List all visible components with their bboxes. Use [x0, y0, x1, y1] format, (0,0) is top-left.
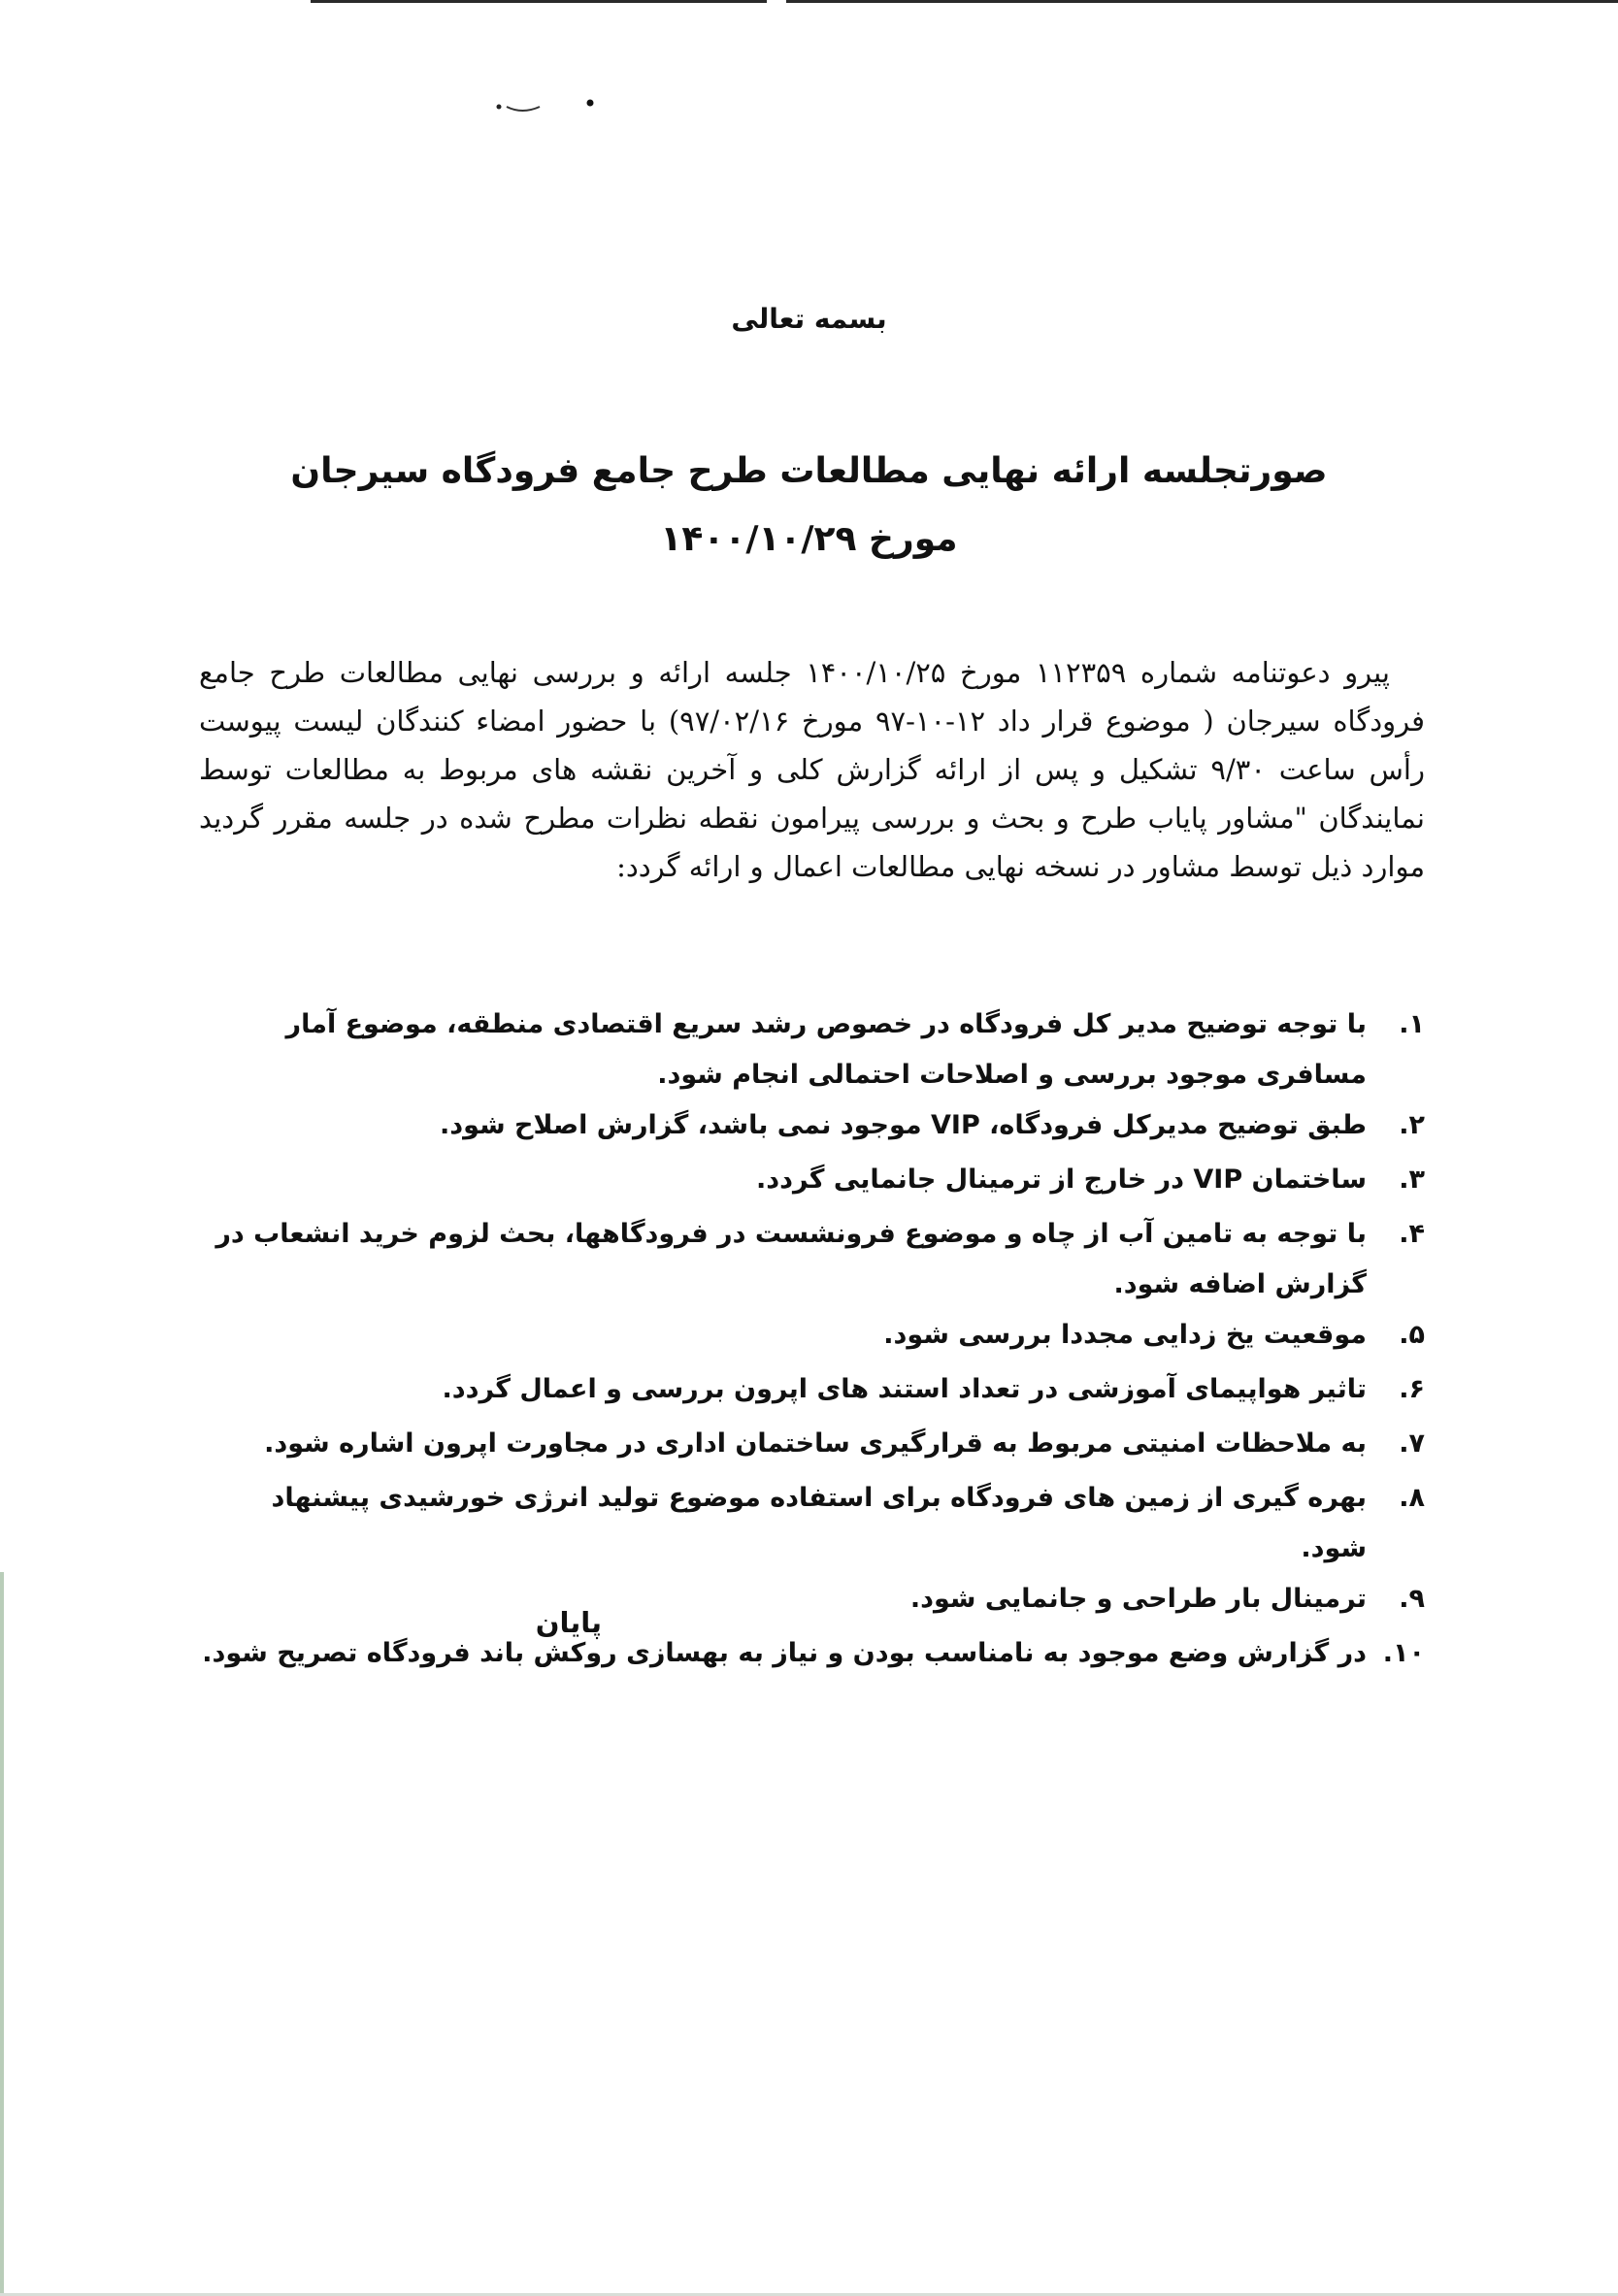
list-item-number: ۱۰.	[1382, 1638, 1425, 1668]
list-item-text: ساختمان VIP در خارج از ترمینال جانمایی گردد.	[756, 1164, 1367, 1195]
list-item-text: در گزارش وضع موجود به نامناسب بودن و نیاز به بهسازی روکش باند فرودگاه تصریح شود.	[202, 1638, 1367, 1668]
list-item	[199, 1000, 1425, 1100]
list-item-text: به ملاحظات امنیتی مربوط به قرارگیری ساختمان اداری در مجاورت اپرون اشاره شود.	[264, 1428, 1367, 1459]
list-item	[199, 1419, 1425, 1473]
list-item-text: موقعیت یخ زدایی مجددا بررسی شود.	[883, 1320, 1367, 1350]
scan-edge-line	[311, 0, 767, 3]
list-item-number: ۶.	[1399, 1374, 1425, 1404]
end-marker: پایان	[535, 1606, 602, 1639]
list-item	[199, 1209, 1425, 1310]
list-item-text: ترمینال بار طراحی و جانمایی شود.	[909, 1584, 1367, 1614]
list-item-text: بهره گیری از زمین های فرودگاه برای استفاده موضوع تولید انرژی خورشیدی پیشنهاد شود.	[271, 1483, 1367, 1563]
list-item	[199, 1100, 1425, 1155]
scan-edge-line	[786, 0, 1618, 3]
list-item	[199, 1473, 1425, 1574]
list-item-number: ۹.	[1399, 1584, 1425, 1614]
list-item-number: ۱.	[1399, 1009, 1425, 1039]
list-item	[199, 1310, 1425, 1364]
invocation-heading: بسمه تعالی	[731, 303, 887, 335]
list-item-text: با توجه به تامین آب از چاه و موضوع فرونشست در فرودگاهها، بحث لزوم خرید انشعاب در گزارش اضافه شود.	[215, 1219, 1367, 1299]
resolution-list	[199, 1000, 1425, 1683]
scan-mark	[493, 93, 600, 122]
list-item-number: ۸.	[1399, 1483, 1425, 1513]
list-item	[199, 1155, 1425, 1209]
list-item-number: ۲.	[1399, 1110, 1425, 1140]
scan-edge-shadow	[0, 1572, 4, 2296]
document-title: صورتجلسه ارائه نهایی مطالعات طرح جامع فرودگاه سیرجان	[290, 451, 1328, 491]
document-date: مورخ ۱۴۰۰/۱۰/۲۹	[660, 519, 958, 559]
list-item-text: تاثیر هواپیمای آموزشی در تعداد استند های اپرون بررسی و اعمال گردد.	[442, 1374, 1367, 1404]
intro-text: پیرو دعوتنامه شماره ۱۱۲۳۵۹ مورخ ۱۴۰۰/۱۰/۲۵ جلسه ارائه و بررسی نهایی مطالعات طرح جامع فرودگاه سیرجان ( موضوع قرار داد ۱۲-۱۰-۹۷ مورخ ۹۷/۰۲/۱۶) با حضور امضاء کنندگان لیست پیوست رأس ساعت ۹/۳۰ تشکیل و پس از ارائه گزارش کلی و آخرین نقشه های مربوط به مطالعات توسط نمایندگان "مشاور پایاب طرح و بحث و بررسی پیرامون نقطه نظرات مطرح شده در جلسه مقرر گردید موارد ذیل توسط مشاور در نسخه نهایی مطالعات اعمال و ارائه گردد:	[199, 656, 1425, 883]
list-item-number: ۵.	[1399, 1320, 1425, 1350]
list-item-number: ۷.	[1399, 1428, 1425, 1459]
list-item	[199, 1364, 1425, 1419]
list-item-number: ۴.	[1399, 1219, 1425, 1249]
list-item	[199, 1628, 1425, 1683]
list-item-number: ۳.	[1399, 1164, 1425, 1195]
list-item-text: با توجه توضیح مدیر کل فرودگاه در خصوص رشد سریع اقتصادی منطقه، موضوع آمار مسافری موجود بررسی و اصلاحات احتمالی انجام شود.	[285, 1009, 1367, 1090]
list-item	[199, 1574, 1425, 1628]
intro-paragraph	[199, 648, 1425, 891]
list-item-text: طبق توضیح مدیرکل فرودگاه، VIP موجود نمی باشد، گزارش اصلاح شود.	[440, 1110, 1367, 1140]
